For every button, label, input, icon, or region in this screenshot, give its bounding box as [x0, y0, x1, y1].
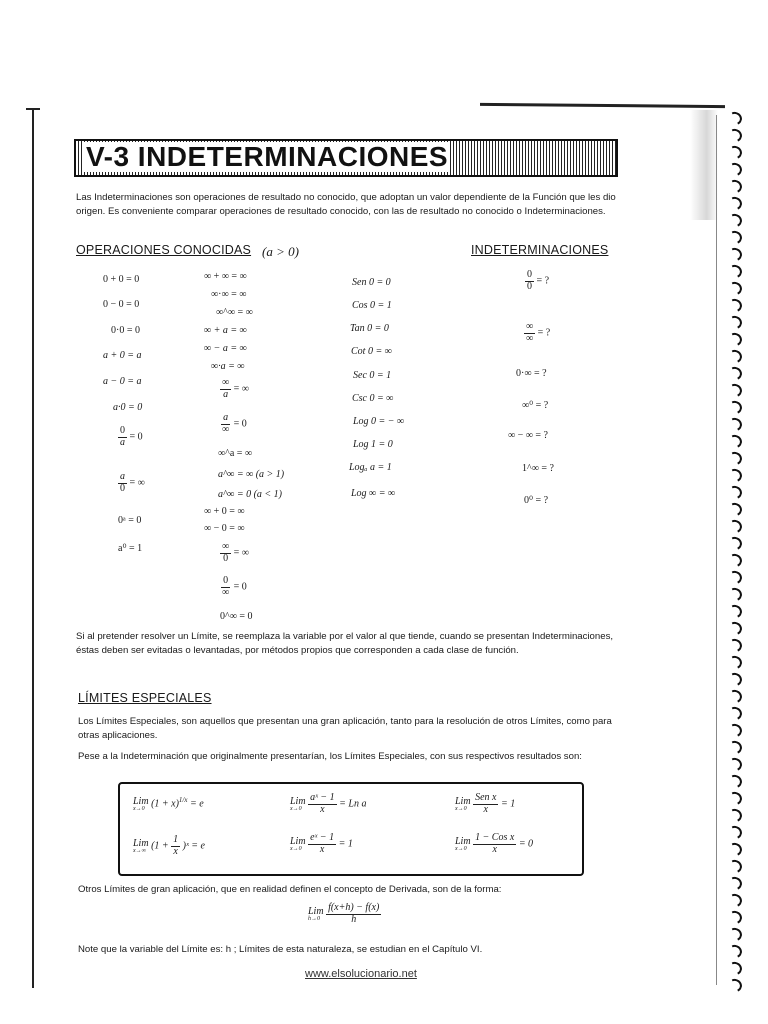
spiral-ring-icon — [728, 265, 740, 275]
special-limits-paragraph: Los Límites Especiales, son aquellos que presentan una gran aplicación, tanto para la resolución de otros Límites, como para otras aplicaciones. — [78, 716, 612, 741]
col1-row: 0ᵃ = 0 — [118, 515, 142, 526]
col2-row: a^∞ = 0 (a < 1) — [218, 489, 283, 500]
derivative-paragraph: Otros Límites de gran aplicación, que en realidad definen el concepto de Derivada, son de la forma: — [78, 884, 502, 895]
spiral-ring-icon — [728, 112, 740, 122]
spiral-ring-icon — [728, 860, 740, 870]
top-right-stroke — [480, 103, 725, 108]
col2-row: ∞ − a = ∞ — [204, 343, 247, 354]
col2-row: ∞ + ∞ = ∞ — [204, 271, 247, 282]
col1-row: 0·0 = 0 — [111, 325, 140, 336]
spiral-ring-icon — [728, 894, 740, 904]
indet-row: 0·∞ = ? — [516, 368, 547, 379]
spiral-ring-icon — [728, 180, 740, 190]
spiral-ring-icon — [728, 775, 740, 785]
indet-fraction: $\frac{\infty}{\infty}$ = ? — [526, 321, 551, 344]
spiral-ring-icon — [728, 163, 740, 173]
indeterminations-paragraph: Si al pretender resolver un Límite, se reemplaza la variable por el valor al que tiende, cuando se presentan Indeterminaciones, éstas deben ser evitadas o levantadas, por métodos propios que corresponden a cada clase de función. — [76, 631, 614, 656]
page-title: V-3 INDETERMINACIONES — [86, 141, 449, 172]
left-margin-tick — [26, 108, 40, 110]
col3-row: Sen 0 = 0 — [352, 277, 391, 288]
spiral-ring-icon — [728, 690, 740, 700]
col2-fraction: $\frac{\infty}{0}$ = ∞ — [222, 541, 249, 564]
col3-row: Sec 0 = 1 — [353, 370, 392, 381]
spiral-ring-icon — [728, 520, 740, 530]
spiral-ring-icon — [728, 248, 740, 258]
col2-row: ∞·a = ∞ — [211, 361, 245, 372]
col1-fraction: $\frac{a}{0}$ = ∞ — [120, 471, 145, 494]
note-paragraph: Note que la variable del Límite es: h ; Límites de esta naturaleza, se estudian en el Capítulo VI. — [78, 944, 483, 955]
col2-row: 0^∞ = 0 — [220, 611, 253, 622]
spiral-ring-icon — [728, 758, 740, 768]
spiral-ring-icon — [728, 707, 740, 717]
title-banner — [74, 139, 618, 177]
spiral-ring-icon — [728, 333, 740, 343]
col2-fraction: $\frac{0}{\infty}$ = 0 — [222, 575, 247, 598]
col3-row: Log 1 = 0 — [353, 439, 393, 450]
spiral-ring-icon — [728, 350, 740, 360]
spiral-ring-icon — [728, 316, 740, 326]
limit-r1c1: Lim x→0 $(1 + x)^{1/x} = e$ — [133, 795, 204, 812]
spiral-ring-icon — [728, 673, 740, 683]
col3-row: Log 0 = − ∞ — [353, 416, 405, 427]
col2-row: ∞ + a = ∞ — [204, 325, 247, 336]
right-border-shadow — [690, 110, 718, 220]
col2-row: ∞^∞ = ∞ — [216, 307, 253, 318]
col2-row: ∞·∞ = ∞ — [211, 289, 247, 300]
col3-row: Cot 0 = ∞ — [351, 346, 392, 357]
col2-fraction: $\frac{a}{\infty}$ = 0 — [222, 412, 247, 435]
limit-r2c3: Lim x→0 $\frac{\text{1 − Cos x}}{x}$ = 0 — [455, 832, 534, 855]
indet-fraction: $\frac{0}{0}$ = ? — [527, 269, 550, 292]
col1-row: a·0 = 0 — [113, 402, 143, 413]
spiral-ring-icon — [728, 724, 740, 734]
spiral-ring-icon — [728, 605, 740, 615]
spiral-ring-icon — [728, 486, 740, 496]
spiral-ring-icon — [728, 197, 740, 207]
spiral-ring-icon — [728, 231, 740, 241]
indet-row: 0⁰ = ? — [524, 495, 549, 506]
limit-r1c3: Lim x→0 $\frac{\text{Sen x}}{x}$ = 1 — [455, 792, 516, 815]
spiral-ring-icon — [728, 129, 740, 139]
col3-row: Logₐ a = 1 — [349, 462, 392, 473]
spiral-ring-icon — [728, 588, 740, 598]
spiral-ring-icon — [728, 792, 740, 802]
col1-row: a⁰ = 1 — [118, 543, 143, 554]
footer-url[interactable]: www.elsolucionario.net — [305, 968, 417, 980]
spiral-ring-icon — [728, 741, 740, 751]
spiral-ring-icon — [728, 979, 740, 989]
col1-row: a + 0 = a — [103, 350, 142, 361]
limit-r2c2: Lim x→0 $\frac{\text{eˣ − 1}}{x}$ = 1 — [290, 832, 353, 855]
indet-row: ∞ − ∞ = ? — [508, 430, 548, 441]
col2-row: ∞ − 0 = ∞ — [204, 523, 245, 534]
col3-row: Cos 0 = 1 — [352, 300, 392, 311]
spiral-ring-icon — [728, 928, 740, 938]
spiral-ring-icon — [728, 299, 740, 309]
spiral-ring-icon — [728, 843, 740, 853]
indeterminations-heading: INDETERMINACIONES — [471, 243, 609, 257]
limit-r1c2: Lim x→0 $\frac{\text{aˣ − 1}}{x}$ = Ln a — [290, 792, 367, 815]
spiral-ring-icon — [728, 214, 740, 224]
page-right-edge — [716, 115, 717, 985]
spiral-ring-icon — [728, 435, 740, 445]
special-limits-heading: LÍMITES ESPECIALES — [78, 691, 212, 705]
spiral-ring-icon — [728, 639, 740, 649]
derivative-formula: Lim h→0 $\frac{f(x+h) - f(x)}{h}$ — [308, 902, 380, 925]
col3-row: Log ∞ = ∞ — [351, 488, 396, 499]
spiral-ring-icon — [728, 622, 740, 632]
col1-row: 0 − 0 = 0 — [103, 299, 140, 310]
col3-row: Csc 0 = ∞ — [352, 393, 394, 404]
spiral-ring-icon — [728, 384, 740, 394]
limit-r2c1: Lim x→∞ (1 + $\frac{1}{x}$ )ˣ = e — [133, 834, 205, 857]
spiral-ring-icon — [728, 503, 740, 513]
col3-row: Tan 0 = 0 — [350, 323, 389, 334]
spiral-ring-icon — [728, 809, 740, 819]
spiral-ring-icon — [728, 146, 740, 156]
spiral-ring-icon — [728, 367, 740, 377]
left-margin-line — [32, 108, 34, 988]
indet-row: ∞⁰ = ? — [522, 400, 549, 411]
indet-row: 1^∞ = ? — [522, 463, 554, 474]
intro-paragraph: Las Indeterminaciones son operaciones de resultado no conocido, que adoptan un valor dependiente de la Función que les dio origen. Es conveniente comparar operaciones de resultado conocido, con las de resultado no conocido o Indeterminaciones. — [76, 192, 616, 217]
col2-fraction: $\frac{\infty}{a}$ = ∞ — [222, 377, 249, 400]
known-condition: (a > 0) — [262, 244, 299, 259]
spiral-ring-icon — [728, 826, 740, 836]
known-operations-heading: OPERACIONES CONOCIDAS — [76, 243, 252, 257]
col1-fraction: $\frac{0}{a}$ = 0 — [120, 425, 143, 448]
spiral-ring-icon — [728, 571, 740, 581]
col2-row: a^∞ = ∞ (a > 1) — [218, 469, 285, 480]
spiral-ring-icon — [728, 877, 740, 887]
spiral-ring-icon — [728, 911, 740, 921]
spiral-ring-icon — [728, 469, 740, 479]
col2-row: ∞ + 0 = ∞ — [204, 506, 245, 517]
spiral-ring-icon — [728, 554, 740, 564]
special-limits-paragraph-2: Pese a la Indeterminación que originalmente presentarían, los Límites Especiales, con sus respectivos resultados son: — [78, 751, 582, 762]
spiral-ring-icon — [728, 962, 740, 972]
spiral-ring-icon — [728, 418, 740, 428]
col1-row: a − 0 = a — [103, 376, 142, 387]
spiral-ring-icon — [728, 945, 740, 955]
spiral-ring-icon — [728, 401, 740, 411]
spiral-ring-icon — [728, 537, 740, 547]
col1-row: 0 + 0 = 0 — [103, 274, 140, 285]
spiral-ring-icon — [728, 452, 740, 462]
spiral-ring-icon — [728, 282, 740, 292]
spiral-ring-icon — [728, 656, 740, 666]
col2-row: ∞^a = ∞ — [218, 448, 253, 459]
